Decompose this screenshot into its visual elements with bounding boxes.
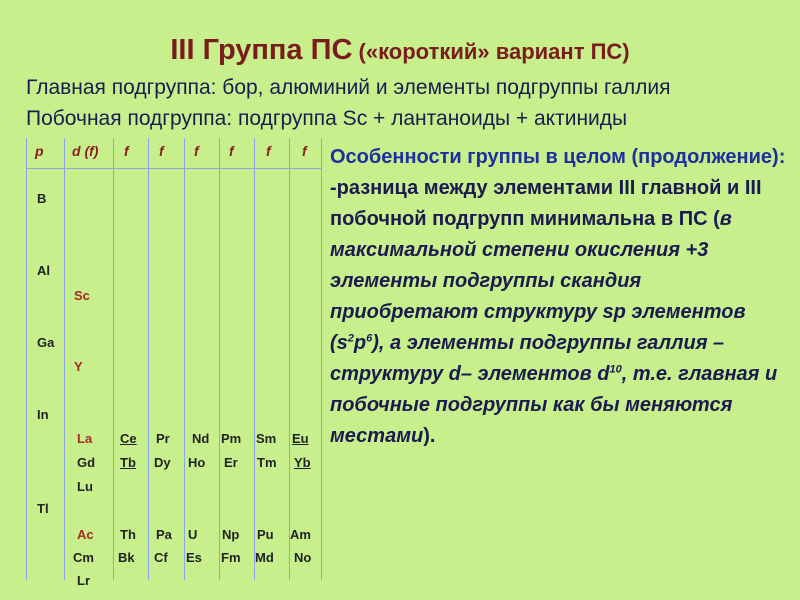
element-Sc: Sc — [74, 288, 90, 303]
element-Lr: Lr — [77, 573, 90, 588]
element-Dy: Dy — [154, 455, 171, 470]
slide-title — [0, 34, 800, 67]
element-Pr: Pr — [156, 431, 170, 446]
element-Tl: Tl — [37, 501, 49, 516]
element-Gd: Gd — [77, 455, 96, 470]
grid-line — [184, 138, 185, 580]
main-subgroup-line: Главная подгруппа: бор, алюминий и элементы подгруппы галлия — [26, 76, 671, 99]
element-Eu: Eu — [292, 431, 309, 446]
sup-10: 10 — [609, 363, 622, 376]
element-La: La — [77, 431, 93, 446]
col-header-f: f — [302, 143, 307, 159]
col-header-p: p — [35, 143, 44, 159]
element-Cf: Cf — [154, 550, 168, 565]
body-italic-1: в максимальной степени окисления +3 элементы подгруппы скандия приобретают структуру sp элементов (s — [330, 208, 746, 354]
element-Tm: Tm — [257, 455, 277, 470]
element-Ac: Ac — [77, 527, 94, 542]
body-plain: -разница между элементами III главной и III побочной подгрупп минимальна в ПС ( — [330, 177, 762, 230]
header-divider — [26, 168, 322, 169]
element-Fm: Fm — [221, 550, 241, 565]
element-Am: Am — [290, 527, 311, 542]
element-Lu: Lu — [77, 479, 93, 494]
element-Np: Np — [222, 527, 240, 542]
element-In: In — [37, 407, 49, 422]
col-header-f: f — [124, 143, 129, 159]
section-heading: Особенности группы в целом (продолжение): — [330, 146, 786, 168]
element-Es: Es — [186, 550, 202, 565]
element-Nd: Nd — [192, 431, 210, 446]
element-Pm: Pm — [221, 431, 242, 446]
element-Md: Md — [255, 550, 274, 565]
description-panel — [330, 142, 790, 452]
element-Th: Th — [120, 527, 136, 542]
col-header-f: f — [159, 143, 164, 159]
element-table — [26, 138, 322, 588]
element-B: B — [37, 191, 47, 206]
col-header-df: d (f) — [72, 143, 99, 159]
body-italic-3: , т.е. главная и побочные подгруппы как бы меняются местами — [330, 363, 778, 447]
body-p: p — [353, 332, 367, 354]
grid-line — [64, 138, 65, 580]
grid-line — [219, 138, 220, 580]
col-header-f: f — [229, 143, 234, 159]
element-Ho: Ho — [188, 455, 206, 470]
sup-2: 2 — [347, 332, 354, 345]
grid-line — [26, 138, 27, 580]
element-Tb: Tb — [120, 455, 136, 470]
element-Pa: Pa — [156, 527, 172, 542]
element-Er: Er — [224, 455, 238, 470]
element-Pu: Pu — [257, 527, 274, 542]
element-Yb: Yb — [294, 455, 311, 470]
body-italic-2: ), а элементы подгруппы галлия – структуру d– элементов d — [330, 332, 725, 385]
col-header-f: f — [266, 143, 271, 159]
description-body — [330, 173, 790, 452]
grid-line — [113, 138, 114, 580]
grid-line — [289, 138, 290, 580]
element-Sm: Sm — [256, 431, 277, 446]
element-Cm: Cm — [73, 550, 94, 565]
element-No: No — [294, 550, 312, 565]
element-Al: Al — [37, 263, 50, 278]
element-U: U — [188, 527, 198, 542]
grid-line — [321, 138, 322, 580]
col-header-f: f — [194, 143, 199, 159]
title-main: III Группа ПС — [170, 34, 353, 66]
element-Bk: Bk — [118, 550, 135, 565]
grid-line — [148, 138, 149, 580]
title-subtitle: («короткий» вариант ПС) — [352, 39, 630, 64]
grid-line — [254, 138, 255, 580]
element-Y: Y — [74, 359, 83, 374]
element-Ga: Ga — [37, 335, 55, 350]
element-Ce: Ce — [120, 431, 137, 446]
sup-6: 6 — [366, 332, 373, 345]
side-subgroup-line: Побочная подгруппа: подгруппа Sc + лантаноиды + актиниды — [26, 107, 628, 130]
body-end: ). — [423, 425, 436, 447]
